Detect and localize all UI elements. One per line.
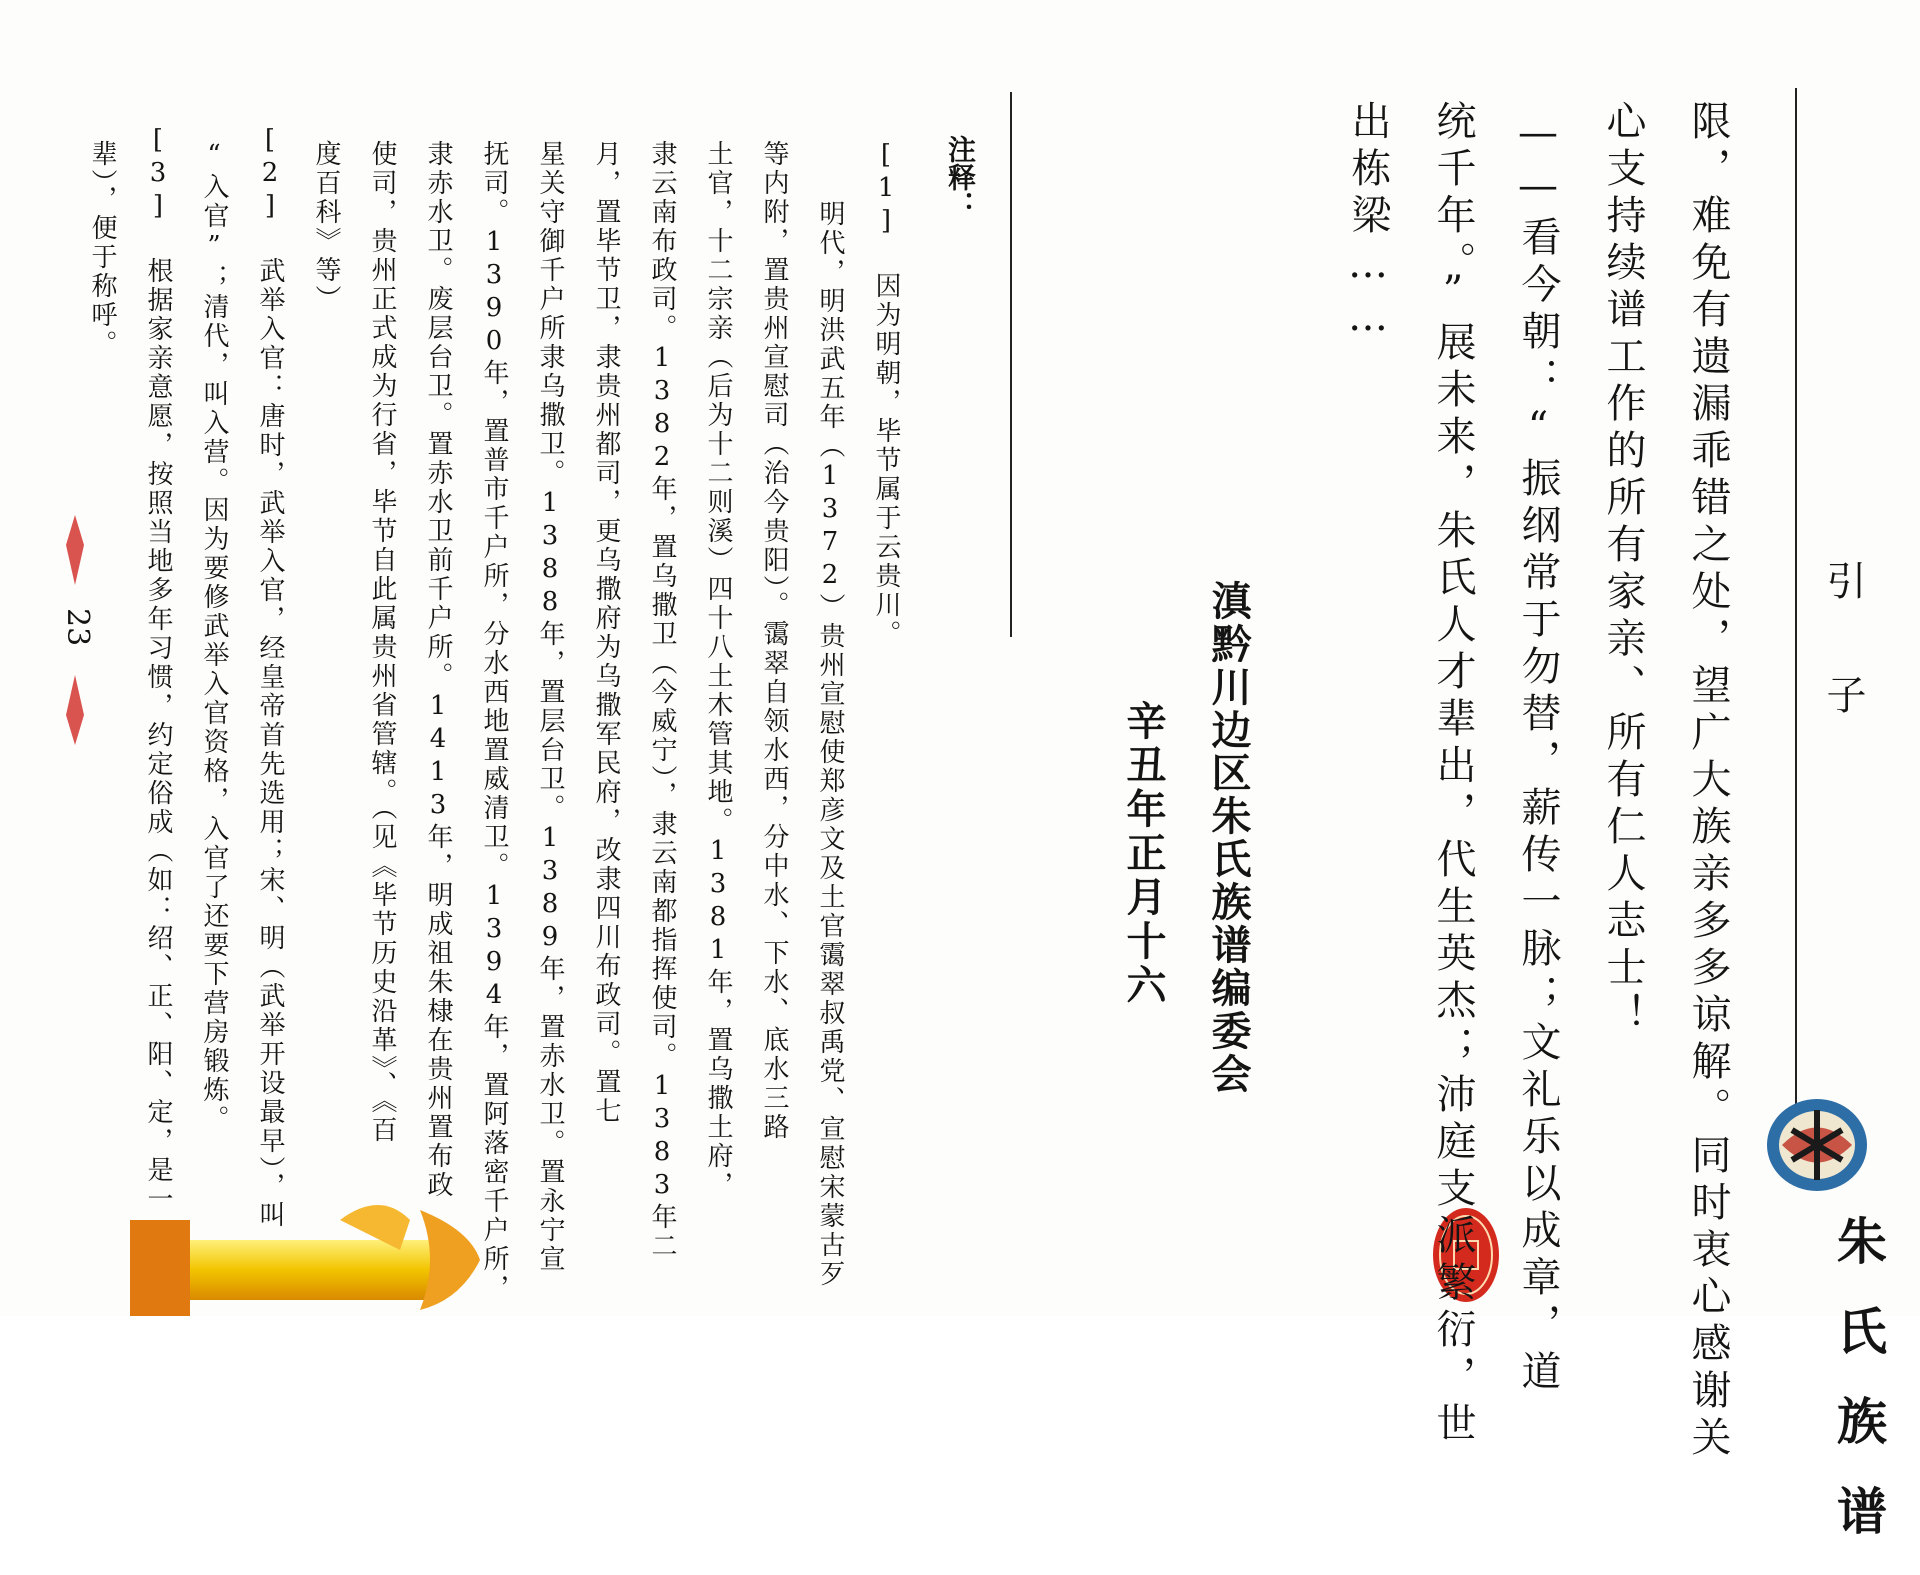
note-line: 明代，明洪武五年（1372）贵州宣慰使郑彦文及土官霭翠叔禹党、宣慰宋蒙古歹 [815,200,845,1289]
page-ornament-right-icon [62,675,88,745]
note-line: 星关守御千户所隶乌撒卫。1388年，置层台卫。1389年，置赤水卫。置永宁宣 [535,140,565,1274]
note-line: 度百科》等） [311,140,341,314]
note-line: 隶赤水卫。废层台卫。置赤水卫前千户所。1413年，明成祖朱棣在贵州置布政 [423,140,453,1200]
note-line: 抚司。1390年，置普市千户所，分水西地置威清卫。1394年，置阿落密千户所， [479,140,509,1303]
note-line: 辈），便于称呼。 [87,140,117,359]
main-text-line-2: 心支持续谱工作的所有家亲、所有仁人志士！ [1600,100,1646,1040]
book-title: 朱氏族谱 [1829,1215,1887,1575]
golden-pillar-decoration [130,1190,490,1316]
page-ornament-left-icon [62,515,88,585]
page-number: 23 [60,608,95,647]
notes-heading: 注释： [944,135,977,219]
signature-date: 辛丑年正月十六 [1120,700,1166,1008]
main-text-line-1: 限，难免有遗漏乖错之处，望广大族亲多多谅解。同时衷心感谢关 [1685,100,1731,1463]
main-text-line-3: ——看今朝：“振纲常于勿替，薪传一脉；文礼乐以成章，道 [1515,110,1561,1397]
section-title: 引 子 [1820,560,1866,728]
note-line: [2] 武举入官：唐时，武举入官，经皇帝首先选用；宋、明（武举开设最早），叫 [255,125,285,1230]
editorial-committee: 滇黔川边区朱氏族谱编委会 [1205,580,1251,1096]
top-rule [1795,88,1797,1138]
note-line: 等内附，置贵州宣慰司（治今贵阳）。霭翠自领水西，分中水、下水、底水三路 [759,140,789,1142]
note-line: 土官，十二宗亲（后为十二则溪）四十八土木管其地。1381年，置乌撒土府， [703,140,733,1200]
note-line: 隶云南布政司。1382年，置乌撒卫（今威宁），隶云南都指挥使司。1383年二 [647,140,677,1261]
notes-separator [1010,92,1012,637]
note-line: 使司，贵州正式成为行省，毕节自此属贵州省管辖。（见《毕节历史沿革》、《百 [367,140,397,1145]
note-line: “入官”；清代，叫入营。因为要修武举入官资格，入官了还要下营房锻炼。 [199,140,229,1134]
note-line: 月，置毕节卫，隶贵州都司，更乌撒府为乌撒军民府，改隶四川布政司。置七 [591,140,621,1126]
note-line: [1] 因为明朝，毕节属于云贵川。 [871,140,901,649]
note-line: [3] 根据家亲意愿，按照当地多年习惯，约定俗成（如：绍、正、阳、定，是一 [143,125,173,1214]
clan-emblem-icon [1762,1090,1872,1200]
main-text-line-5: 出栋梁…… [1345,100,1391,347]
main-text-line-4: 统千年。”展未来，朱氏人才辈出，代生英杰；沛庭支派繁衍，世 [1430,100,1476,1449]
